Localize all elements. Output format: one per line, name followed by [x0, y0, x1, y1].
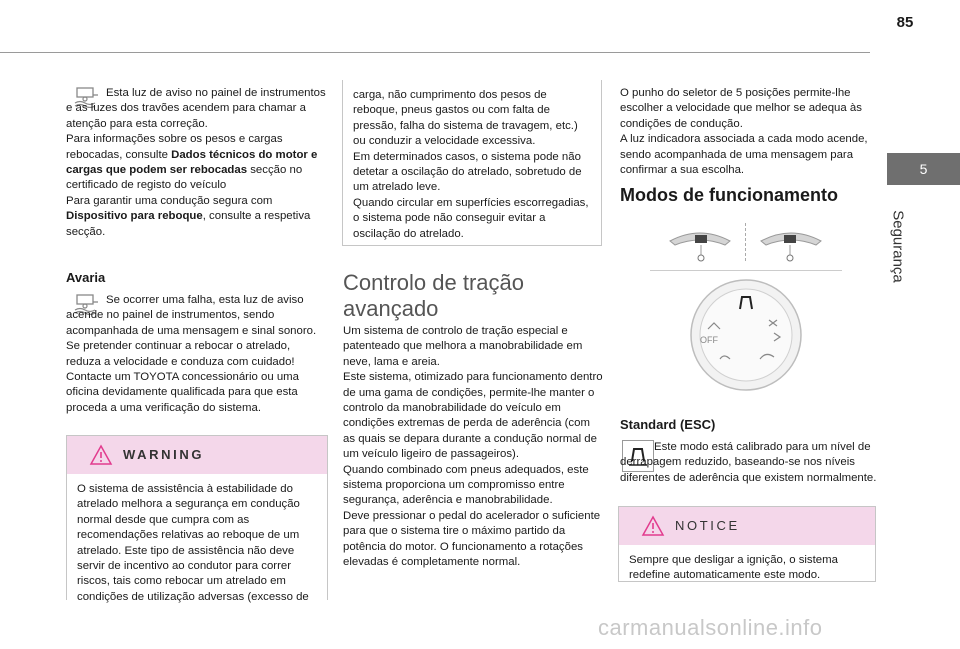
avaria-heading: Avaria — [66, 270, 106, 285]
intro-p3-bold: Dispositivo para reboque — [66, 210, 203, 223]
notice-text: Sempre que desligar a ignição, o sistema redefine automaticamente este modo. — [629, 554, 838, 582]
intro-p3-text-a: Para garantir uma condução segura com — [66, 194, 273, 207]
selector-paragraph-1: O punho do seletor de 5 posições permite-lhe escolher a velocidade que melhor se adequa às condições de condução. — [620, 87, 862, 130]
notice-triangle-icon — [641, 515, 665, 537]
notice-label: NOTICE — [675, 518, 740, 533]
section-title — [883, 190, 913, 310]
avaria-paragraph-2: Se pretender continuar a rebocar o atrelado, reduza a velocidade e conduza com cuidado! Contacte um TOYOTA concessionário ou uma oficina devidamente qualificada para que esta proceda a uma verificação do sistema. — [66, 340, 299, 414]
mode-selector-dial[interactable] — [678, 279, 814, 391]
steering-wheel-left-icon — [665, 225, 735, 265]
standard-esc-heading: Standard (ESC) — [620, 417, 716, 432]
steering-divider — [745, 223, 747, 261]
warning-label: WARNING — [123, 447, 205, 462]
intro-p2-bold: Dados técnicos do motor e cargas que podem ser rebocadas — [66, 148, 318, 177]
section-title-text: Segurança — [889, 210, 907, 283]
traction-paragraph-1: Um sistema de controlo de tração especial e patenteado que melhora a manobrabilidade em neve, lama e areia. — [343, 325, 583, 368]
selector-intro — [620, 86, 882, 178]
section-tab[interactable]: 5 — [887, 153, 960, 185]
warning-triangle-icon — [89, 444, 113, 466]
traction-paragraph-3: Quando combinado com pneus adequados, este sistema proporciona um compromisso entre segurança, aderência e manobrabilidade. — [343, 463, 589, 507]
page-number: 85 — [896, 14, 914, 31]
warning-box — [66, 435, 328, 603]
traction-control-body — [343, 324, 605, 571]
dial-off-label: OFF — [700, 335, 718, 345]
col1-intro — [66, 86, 328, 240]
avaria-body — [66, 293, 328, 416]
warning-continued-text-1: carga, não cumprimento dos pesos de reboque, pneus gastos ou com falta de pressão, falha do sistema de travagem, etc.) ou conduzir a velocidade excessiva. — [353, 89, 578, 148]
header-rule — [0, 52, 870, 53]
modes-divider — [650, 270, 842, 271]
intro-paragraph-1: Esta luz de aviso no painel de instrumentos e as luzes dos travões acendem para chamar a atenção para esta correção. — [66, 87, 326, 130]
notice-box — [618, 506, 876, 582]
steering-wheel-right-icon — [756, 225, 826, 265]
selector-paragraph-2: A luz indicadora associada a cada modo acende, sendo acompanhada de uma mensagem para confirmar a sua escolha. — [620, 133, 868, 177]
intro-p2-text-a: Para informações sobre os pesos e cargas rebocadas, consulte — [66, 133, 283, 161]
avaria-paragraph-1: Se ocorrer uma falha, esta luz de aviso acende no painel de instrumentos, sendo acompanhada de uma mensagem e sinal sonoro. — [66, 294, 317, 337]
intro-p3-text-b: , consulte a respetiva secção. — [66, 210, 311, 238]
warning-continued-text-2: Em determinados casos, o sistema pode não detetar a oscilação do atrelado, sobretudo de um atrelado leve. — [353, 150, 582, 194]
warning-box-continued — [342, 80, 602, 246]
standard-esc-paragraph: Este modo está calibrado para um nível de derrapagem reduzido, baseando-se nos níveis diferentes de aderência que existem normalmente. — [620, 441, 877, 484]
standard-esc-text — [620, 440, 882, 486]
warning-header — [67, 436, 327, 474]
warning-continued-text-3: Quando circular em superfícies escorregadias, o sistema pode não conseguir evitar a oscilação do atrelado. — [353, 196, 589, 240]
traction-paragraph-2: Este sistema, otimizado para funcionamento dentro de uma gama de condições, permite-lhe manter o controlo da manobrabilidade do veículo em condições extremas de perda de aderência (com as quais se depara durante a condução normal de um veículo ligeiro de passageiros). — [343, 371, 603, 461]
notice-header — [619, 507, 875, 545]
intro-p2-text-b: secção no certificado de registo do veículo — [66, 164, 303, 192]
traction-control-heading: Controlo de tração avançado — [343, 270, 524, 321]
footer-watermark[interactable]: carmanualsonline.info — [598, 615, 823, 640]
intro-paragraph-3 — [66, 194, 328, 240]
warning-continued-body — [343, 80, 601, 250]
intro-paragraph-2 — [66, 132, 328, 194]
traction-paragraph-4: Deve pressionar o pedal do acelerador o suficiente para que o sistema tire o máximo partido da potência do motor. O funcionamento a rotações elevadas é completamente normal. — [343, 509, 601, 569]
warning-text: O sistema de assistência à estabilidade do atrelado melhora a segurança em condução normal desde que cumpra com as recomendações relativas ao reboque de um atrelado. Este tipo de assistência não deve servir de incentivo ao condutor para correr riscos, tais como rebocar um atrelado em condições de utilização adversas (excesso de — [77, 483, 309, 603]
operating-modes-heading: Modos de funcionamento — [620, 185, 838, 205]
